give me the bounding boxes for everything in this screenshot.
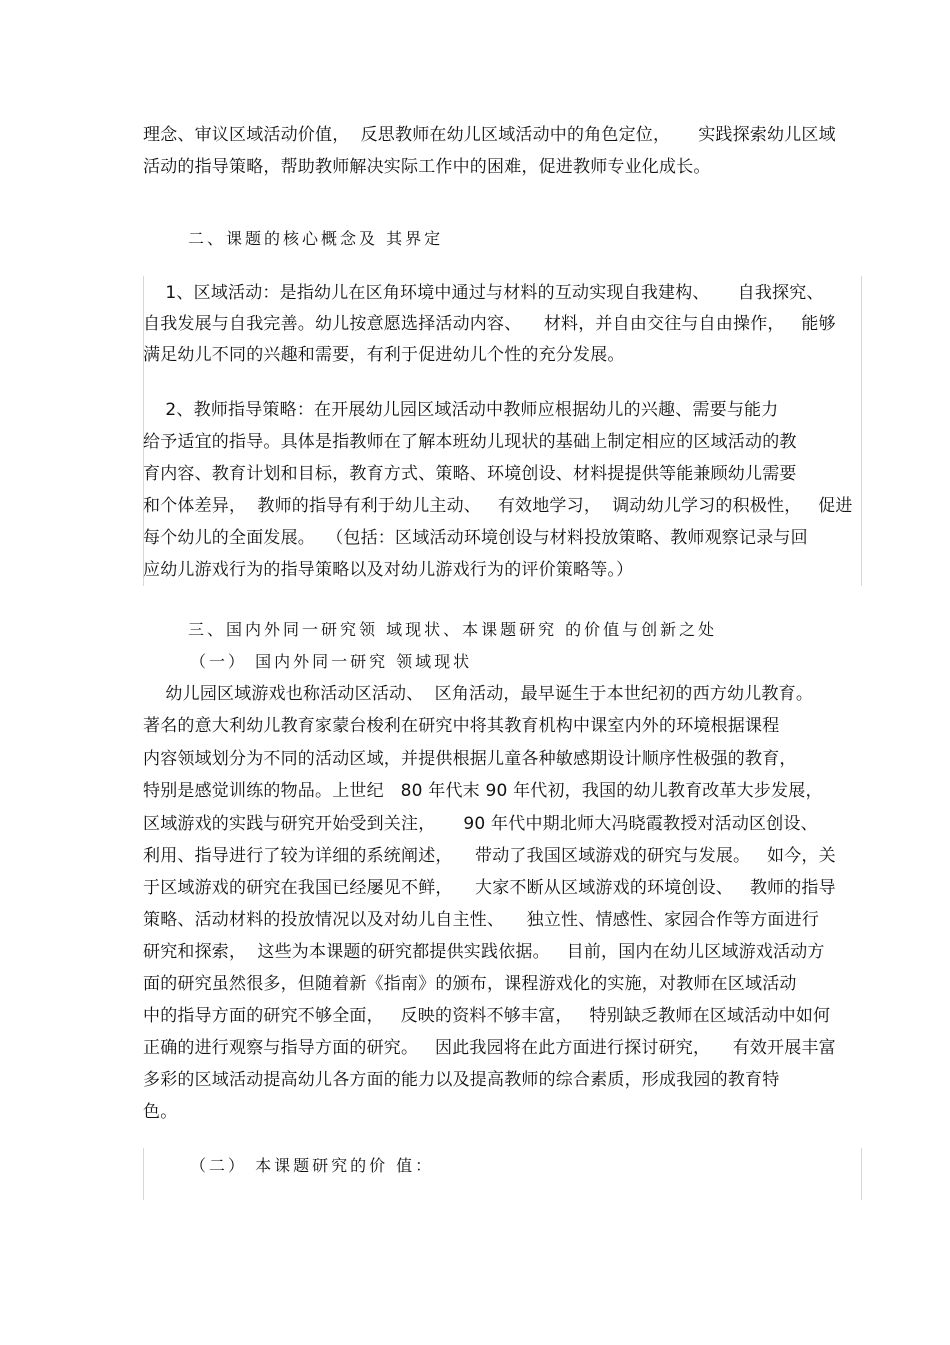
- para-line-11: 中的指导方面的研究不够全面， 反映的资料不够丰富， 特别缺乏教师在区域活动中如何: [143, 1006, 831, 1026]
- para-line-2: 著名的意大利幼儿教育家蒙台梭利在研究中将其教育机构中课室内外的环境根据课程: [143, 716, 780, 736]
- para-line-7: 于区域游戏的研究在我国已经屡见不鲜， 大家不断从区域游戏的环境创设、 教师的指导: [143, 878, 836, 898]
- def1-line-2: 自我发展与自我完善。幼儿按意愿选择活动内容、 材料，并自由交往与自由操作， 能够: [143, 314, 836, 334]
- para-line-12: 正确的进行观察与指导方面的研究。 因此我园将在此方面进行探讨研究， 有效开展丰富: [143, 1038, 836, 1058]
- def1-line-3: 满足幼儿不同的兴趣和需要，有利于促进幼儿个性的充分发展。: [143, 345, 625, 365]
- def2-line-2: 给予适宜的指导。具体是指教师在了解本班幼儿现状的基础上制定相应的区域活动的教: [143, 432, 797, 452]
- intro-line-2: 活动的指导策略，帮助教师解决实际工作中的困难，促进教师专业化成长。: [143, 157, 711, 177]
- def2-line-3: 育内容、教育计划和目标，教育方式、策略、环境创设、材料提提供等能兼顾幼儿需要: [143, 464, 797, 484]
- def2-line-5: 每个幼儿的全面发展。 （包括：区域活动环境创设与材料投放策略、教师观察记录与回: [143, 528, 808, 548]
- def1-line-1: 1、区域活动：是指幼儿在区角环境中通过与材料的互动实现自我建构、 自我探究、: [143, 283, 824, 303]
- section3-sub1: （一） 国内外同一研究 领域现状: [190, 652, 473, 671]
- para-line-5: 区域游戏的实践与研究开始受到关注， 90 年代中期北师大冯晓霞教授对活动区创设、: [143, 814, 818, 834]
- def2-line-4: 和个体差异， 教师的指导有利于幼儿主动、 有效地学习， 调动幼儿学习的积极性， 促进: [143, 496, 853, 516]
- para-line-14: 色。: [143, 1102, 178, 1122]
- para-line-1: 幼儿园区域游戏也称活动区活动、 区角活动，最早诞生于本世纪初的西方幼儿教育。: [143, 684, 814, 704]
- para-line-4: 特别是感觉训练的物品。上世纪 80 年代末 90 年代初，我国的幼儿教育改革大步发展，: [143, 781, 823, 801]
- section2-heading: 二、课题的核心概念及 其界定: [188, 229, 444, 248]
- section3-heading: 三、国内外同一研究领 域现状、本课题研究 的价值与创新之处: [188, 620, 718, 639]
- def2-line-6: 应幼儿游戏行为的指导策略以及对幼儿游戏行为的评价策略等。）: [143, 560, 634, 580]
- para-line-9: 研究和探索， 这些为本课题的研究都提供实践依据。 目前，国内在幼儿区域游戏活动方: [143, 942, 825, 962]
- intro-line-1: 理念、审议区域活动价值， 反思教师在幼儿区域活动中的角色定位， 实践探索幼儿区域: [143, 125, 836, 145]
- left-rule-2: [143, 1148, 144, 1200]
- right-rule-1: [861, 276, 862, 586]
- para-line-6: 利用、指导进行了较为详细的系统阐述， 带动了我国区域游戏的研究与发展。 如今，关: [143, 846, 836, 866]
- right-rule-2: [861, 1148, 862, 1200]
- para-line-13: 多彩的区域活动提高幼儿各方面的能力以及提高教师的综合素质，形成我园的教育特: [143, 1070, 780, 1090]
- para-line-3: 内容领域划分为不同的活动区域，并提供根据儿童各种敏感期设计顺序性极强的教育，: [143, 749, 797, 769]
- def2-line-1: 2、教师指导策略：在开展幼儿园区域活动中教师应根据幼儿的兴趣、需要与能力: [143, 400, 779, 420]
- section3-sub2: （二） 本课题研究的价 值：: [190, 1156, 435, 1175]
- para-line-10: 面的研究虽然很多，但随着新《指南》的颁布，课程游戏化的实施，对教师在区域活动: [143, 974, 797, 994]
- para-line-8: 策略、活动材料的投放情况以及对幼儿自主性、 独立性、情感性、家园合作等方面进行: [143, 910, 820, 930]
